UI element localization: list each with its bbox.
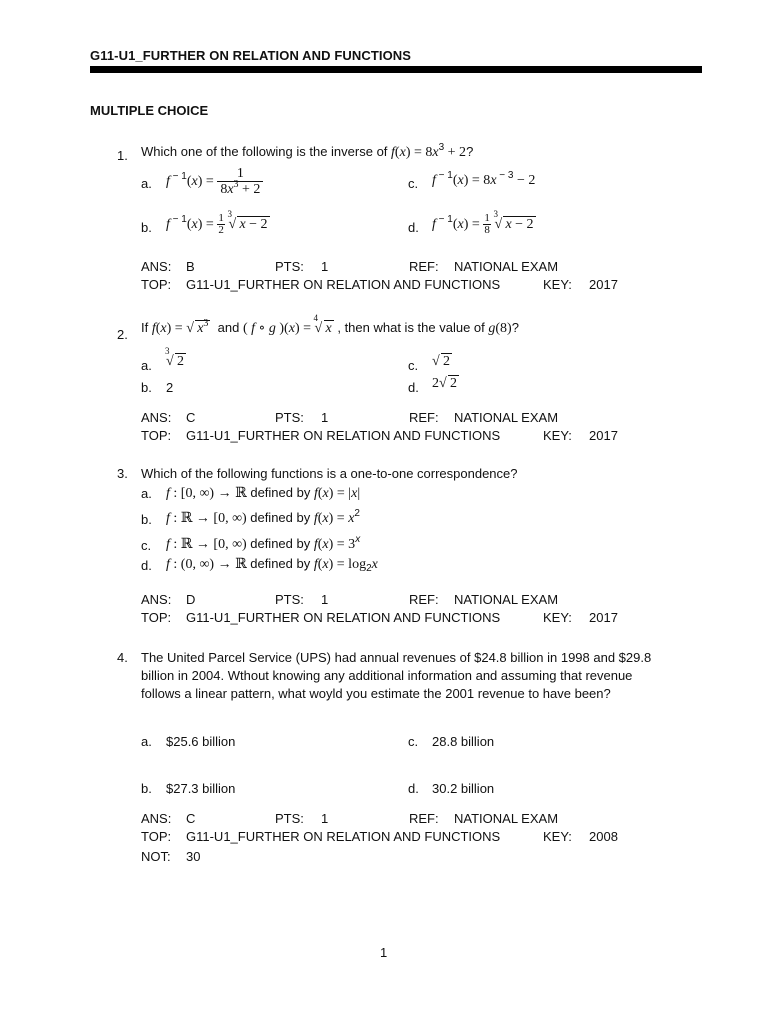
option-label: d. (408, 380, 419, 395)
option-3c[interactable]: f : ℝ → [0, ∞) defined by $f(x) = 3^x$ (166, 534, 361, 552)
question-number: 1. (117, 148, 128, 163)
option-label: c. (408, 176, 419, 191)
question-stem-line: billion in 2004. Wthout knowing any additional information and assuming that revenue (141, 668, 633, 683)
option-3d[interactable]: f : (0, ∞) → ℝ defined by $f(x) = \log_2x$ (166, 556, 378, 574)
question-number: 2. (117, 327, 128, 342)
option-4a[interactable]: $25.6 billion (166, 734, 236, 749)
option-label: b. (141, 220, 152, 235)
page-number: 1 (380, 945, 388, 960)
question-number: 3. (117, 466, 128, 481)
question-stem-line: follows a linear pattern, what woyld you estimate the 2001 revenue to have been? (141, 686, 611, 701)
fraction: $\frac{1}{8}$ (484, 212, 490, 236)
option-4b[interactable]: $27.3 billion (166, 781, 236, 796)
document-header: G11-U1_FURTHER ON RELATION AND FUNCTIONS (90, 48, 412, 63)
option-label: b. (141, 380, 152, 395)
option-label: c. (408, 734, 419, 749)
question-number: 4. (117, 650, 128, 665)
option-label: a. (141, 358, 152, 373)
option-label: b. (141, 781, 152, 796)
section-title: MULTIPLE CHOICE (90, 103, 209, 118)
option-label: a. (141, 176, 152, 191)
option-3a[interactable]: f : [0, ∞) → ℝ defined by f(x) = |x| (166, 485, 361, 501)
option-2b[interactable]: 2 (166, 380, 174, 395)
option-3b[interactable]: f : ℝ → [0, ∞) defined by $f(x) = x^2$ (166, 508, 360, 526)
question-stem: Which one of the following is the inverse of $f(x) = 8x^3 + 2$? (141, 142, 474, 160)
fraction: $\frac{1}{2}$ (218, 212, 224, 236)
fourth-root: 4 √ x (313, 313, 332, 336)
option-label: d. (408, 781, 419, 796)
option-1c[interactable]: f $^{- 1}$(x) = 8x $^{- 3}$ − 2 (432, 170, 536, 188)
option-1b[interactable]: f $^{- 1}$(x) = $\frac{1}{2}$ 3 √ x − 2 (166, 209, 268, 236)
cube-root: 3 √ x − 2 (493, 209, 534, 232)
option-1a[interactable]: f $^{- 1}$(x) = $\frac{1}{8x^3 + 2}$ (166, 166, 263, 197)
option-2c[interactable]: √ 2 (432, 354, 450, 369)
option-label: b. (141, 512, 152, 527)
question-stem: Which of the following functions is a one-to-one correspondence? (141, 466, 518, 481)
question-stem: If f(x) = √ $x^3$ and ( f ∘ g )(x) = 4 √ x , then what is the value of g(8)? (141, 313, 519, 336)
option-4c[interactable]: 28.8 billion (432, 734, 495, 749)
option-label: c. (141, 538, 152, 553)
question-stem-line: The United Parcel Service (UPS) had annual revenues of $24.8 billion in 1998 and $29.8 (141, 650, 652, 665)
option-label: d. (141, 558, 152, 573)
header-rule (90, 66, 702, 73)
option-label: a. (141, 486, 152, 501)
option-2d[interactable]: 2 √ 2 (432, 376, 457, 391)
option-2a[interactable]: 3 √ 2 (165, 346, 184, 369)
option-label: d. (408, 220, 419, 235)
fraction: $\frac{1}{8x^3 + 2}$ (217, 166, 263, 197)
option-label: c. (408, 358, 419, 373)
option-4d[interactable]: 30.2 billion (432, 781, 495, 796)
option-label: a. (141, 734, 152, 749)
square-root: √ $x^3$ (186, 318, 209, 336)
cube-root: 3 √ x − 2 (227, 209, 268, 232)
option-1d[interactable]: f $^{- 1}$(x) = $\frac{1}{8}$ 3 √ x − 2 (432, 209, 534, 236)
